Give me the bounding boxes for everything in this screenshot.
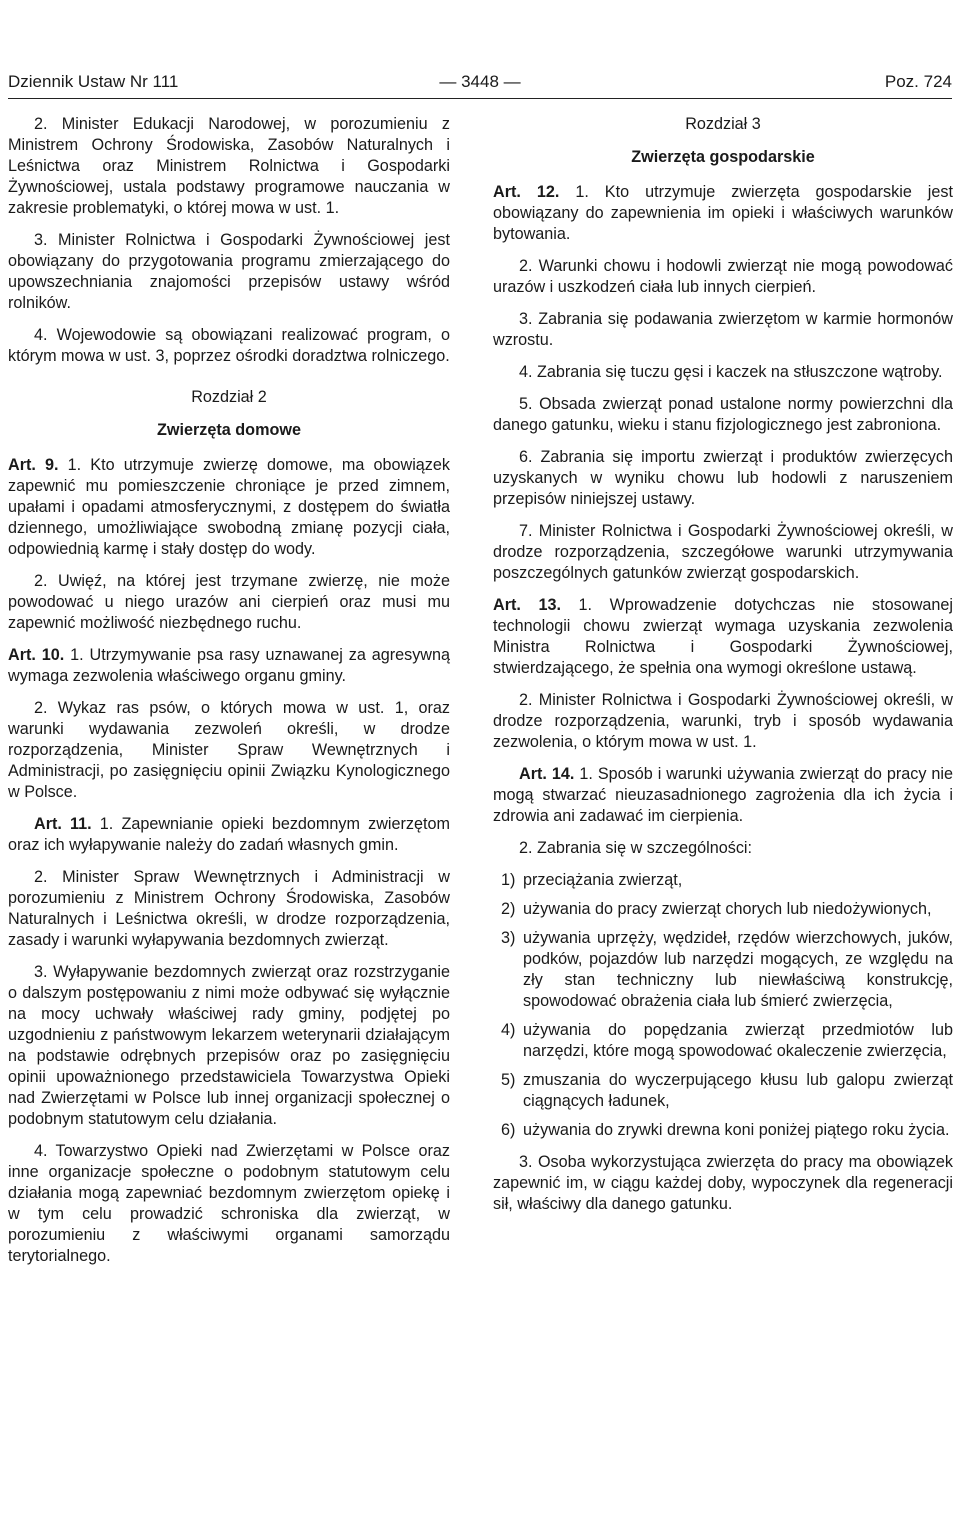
chapter-title: Zwierzęta gospodarskie xyxy=(631,148,815,166)
article-paragraph xyxy=(493,595,953,679)
paragraph: 2. Uwięź, na której jest trzymane zwierzę, nie może powodować u niego urazów ani cierpień oraz musi mu zapewnić możliwość niezbędnego ruchu. xyxy=(8,572,450,632)
list-item-text: używania uprzęży, wędzideł, rzędów wierzchowych, juków, podków, pojazdów lub narzędzi mogących, ze względu na zły stan techniczny lub niewłaściwą konstrukcję, spowodować obrażenia ciała lub śmierć zwierzęcia, xyxy=(523,929,953,1010)
list-item xyxy=(493,928,953,1012)
article-text: 1. Wprowadzenie dotychczas nie stosowanej technologii chowu zwierząt wymaga uzyskania zezwolenia Ministra Rolnictwa i Gospodarki Żywnościowej, stwierdzającego, że spełnia ona wymogi określone ustawą. xyxy=(493,596,953,677)
article-paragraph xyxy=(8,814,450,856)
article-paragraph xyxy=(493,182,953,245)
article-label: Art. 12. xyxy=(493,183,560,201)
list-item xyxy=(493,1070,953,1112)
article-text: 1. Kto utrzymuje zwierzę domowe, ma obowiązek zapewnić mu pomieszczenie chroniące je przed zimnem, upałami i opadami atmosferycznymi, z dostępem do światła dziennego, umożliwiające swobodną zmianę pozycji ciała, odpowiednią karmę i stały dostęp do wody. xyxy=(8,456,450,558)
article-label: Art. 13. xyxy=(493,596,561,614)
article-text: 1. Utrzymywanie psa rasy uznawanej za agresywną wymaga zezwolenia właściwego organu gminy. xyxy=(8,646,450,685)
paragraph: 4. Towarzystwo Opieki nad Zwierzętami w Polsce oraz inne organizacje społeczne o podobnym statutowym celu działania mogą zapewniać bezdomnym zwierzętom opiekę i w tym celu prowadzić schroniska dla zwierząt, w porozumieniu z właściwymi organami samorządu terytorialnego. xyxy=(8,1142,450,1265)
paragraph: 2. Wykaz ras psów, o których mowa w ust. 1, oraz warunki wydawania zezwoleń określi, w drodze rozporządzenia, Minister Spraw Wewnętrznych i Administracji, po zasięgnięciu opinii Związku Kynologicznego w Polsce. xyxy=(8,699,450,801)
article-text: 1. Sposób i warunki używania zwierząt do pracy nie mogą stwarzać nieuzasadnionego zagrożenia dla ich życia i zdrowia ani zadawać im cierpienia. xyxy=(493,765,953,825)
article-label: Art. 11. xyxy=(34,815,92,833)
list-item xyxy=(493,1020,953,1062)
chapter-heading: Rozdział 2 xyxy=(191,388,267,406)
paragraph: 4. Wojewodowie są obowiązani realizować program, o którym mowa w ust. 3, poprzez ośrodki doradztwa rolniczego. xyxy=(8,326,450,365)
page-number: — 3448 — xyxy=(439,72,521,91)
article-paragraph xyxy=(8,645,450,687)
article-label: Art. 9. xyxy=(8,456,59,474)
journal-title: Dziennik Ustaw Nr 111 xyxy=(8,72,179,91)
list-item-number: 5) xyxy=(501,1071,516,1089)
article-paragraph xyxy=(493,764,953,827)
paragraph: 4. Zabrania się tuczu gęsi i kaczek na stłuszczone wątroby. xyxy=(519,363,943,381)
list-item-number: 2) xyxy=(501,900,516,918)
page-header xyxy=(8,68,952,99)
list-item-text: używania do zrywki drewna koni poniżej piątego roku życia. xyxy=(523,1121,950,1139)
paragraph: 2. Warunki chowu i hodowli zwierząt nie mogą powodować urazów i uszkodzeń ciała lub innych cierpień. xyxy=(493,257,953,296)
paragraph: 7. Minister Rolnictwa i Gospodarki Żywnościowej określi, w drodze rozporządzenia, szczegółowe warunki utrzymywania poszczególnych gatunków zwierząt gospodarskich. xyxy=(493,522,953,582)
list-item-number: 6) xyxy=(501,1121,516,1139)
paragraph: 2. Minister Edukacji Narodowej, w porozumieniu z Ministrem Ochrony Środowiska, Zasobów Naturalnych i Leśnictwa oraz Ministrem Rolnictwa i Gospodarki Żywnościowej, ustala podstawy programowe nauczania w zakresie problematyki, o której mowa w ust. 1. xyxy=(8,115,450,217)
article-label: Art. 10. xyxy=(8,646,65,664)
list-item-text: używania do popędzania zwierząt przedmiotów lub narzędzi, które mogą spowodować okaleczenie zwierzęcia, xyxy=(523,1021,953,1060)
paragraph: 6. Zabrania się importu zwierząt i produktów zwierzęcych uzyskanych w wyniku chowu lub hodowli z naruszeniem przepisów niniejszej ustawy. xyxy=(493,448,953,508)
paragraph: 3. Zabrania się podawania zwierzętom w karmie hormonów wzrostu. xyxy=(493,310,953,349)
list-item-text: przeciążania zwierząt, xyxy=(523,871,683,889)
article-label: Art. 14. xyxy=(519,765,575,783)
paragraph: 2. Zabrania się w szczególności: xyxy=(519,839,753,857)
chapter-heading: Rozdział 3 xyxy=(685,115,761,133)
position-number: Poz. 724 xyxy=(884,72,952,91)
list-item-number: 3) xyxy=(501,929,516,947)
list-item-number: 4) xyxy=(501,1021,516,1039)
chapter-title: Zwierzęta domowe xyxy=(157,421,301,439)
paragraph: 2. Minister Spraw Wewnętrznych i Administracji w porozumieniu z Ministrem Ochrony Środowiska, Zasobów Naturalnych i Leśnictwa określi, w drodze rozporządzenia, zasady i warunki wyłapywania bezdomnych zwierząt. xyxy=(8,868,450,949)
paragraph: 3. Minister Rolnictwa i Gospodarki Żywnościowej jest obowiązany do przygotowania programu zmierzającego do upowszechniania znajomości przepisów ustawy wśród rolników. xyxy=(8,231,450,312)
article-text: 1. Kto utrzymuje zwierzęta gospodarskie jest obowiązany do zapewnienia im opieki i właściwych warunków bytowania. xyxy=(493,183,953,243)
list-item-number: 1) xyxy=(501,871,516,889)
left-column xyxy=(8,114,450,1278)
paragraph: 3. Wyłapywanie bezdomnych zwierząt oraz rozstrzyganie o dalszym postępowaniu z nimi może odbywać się wyłącznie na mocy uchwały właściwej rady gminy, podjętej po uzgodnieniu z państwowym lekarzem weterynarii działającym na podstawie odrębnych przepisów oraz po zasięgnięciu opinii upoważnionego przedstawiciela Towarzystwa Opieki nad Zwierzętami w Polsce lub innej organizacji społecznej o podobnym statutowym celu działania. xyxy=(8,963,450,1128)
paragraph: 3. Osoba wykorzystująca zwierzęta do pracy ma obowiązek zapewnić im, w ciągu każdej doby, wypoczynek dla regeneracji sił, właściwy dla danego gatunku. xyxy=(493,1153,953,1213)
paragraph: 2. Minister Rolnictwa i Gospodarki Żywnościowej określi, w drodze rozporządzenia, warunki, tryb i sposób wydawania zezwolenia, o którym mowa w ust. 1. xyxy=(493,691,953,751)
right-column xyxy=(493,114,953,1226)
list-item xyxy=(493,1120,953,1141)
list-item xyxy=(493,870,953,891)
list-item-text: używania do pracy zwierząt chorych lub niedożywionych, xyxy=(523,900,932,918)
article-paragraph xyxy=(8,455,450,560)
list-item-text: zmuszania do wyczerpującego kłusu lub galopu zwierząt ciągnących ładunek, xyxy=(523,1071,953,1110)
paragraph: 5. Obsada zwierząt ponad ustalone normy powierzchni dla danego gatunku, wieku i stanu fizjologicznego jest zabroniona. xyxy=(493,395,953,434)
list-item xyxy=(493,899,953,920)
article-text: 1. Zapewnianie opieki bezdomnym zwierzętom oraz ich wyłapywanie należy do zadań własnych gmin. xyxy=(8,815,450,854)
prohibition-list xyxy=(493,870,953,1141)
